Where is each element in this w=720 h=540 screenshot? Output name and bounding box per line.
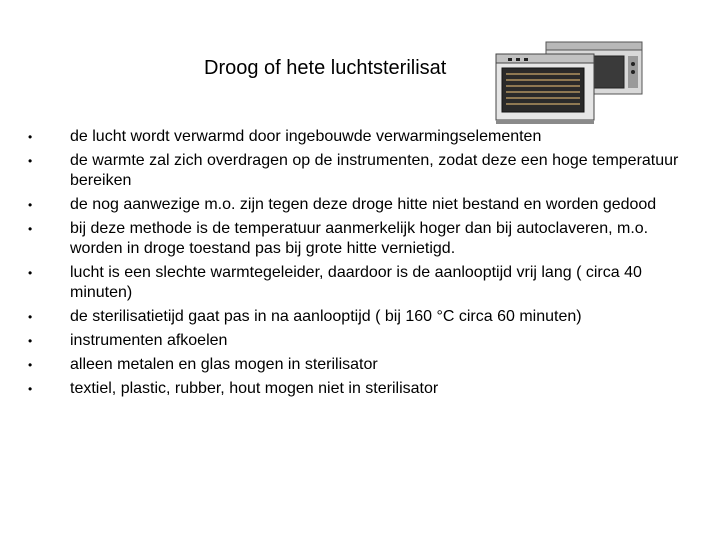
slide-title: Droog of hete luchtsterilisat: [204, 57, 447, 79]
bullet-list: [28, 127, 688, 403]
list-item: [28, 379, 688, 399]
bullet-icon: •: [28, 222, 33, 236]
bullet-text: de nog aanwezige m.o. zijn tegen deze droge hitte niet bestand en worden gedood: [70, 196, 657, 213]
bullet-icon: •: [28, 382, 33, 396]
bullet-text: instrumenten afkoelen: [70, 332, 228, 349]
bullet-text: de lucht wordt verwarmd door ingebouwde verwarmingselementen: [70, 128, 542, 145]
list-item: [28, 263, 688, 303]
bullet-icon: •: [28, 310, 33, 324]
list-item: [28, 331, 688, 351]
list-item: [28, 127, 688, 147]
bullet-icon: •: [28, 198, 33, 212]
bullet-text: lucht is een slechte warmtegeleider, daardoor is de aanlooptijd vrij lang ( circa 40 minuten): [70, 264, 642, 301]
list-item: [28, 195, 688, 215]
bullet-icon: •: [28, 334, 33, 348]
list-item: [28, 151, 688, 191]
bullet-icon: •: [28, 266, 33, 280]
list-item: [28, 355, 688, 375]
bullet-text: bij deze methode is de temperatuur aanmerkelijk hoger dan bij autoclaveren, m.o. worden in droge toestand pas bij grote hitte vernietigd.: [70, 220, 649, 257]
list-item: [28, 307, 688, 327]
bullet-text: de warmte zal zich overdragen op de instrumenten, zodat deze een hoge temperatuur bereiken: [70, 152, 679, 189]
bullet-text: de sterilisatietijd gaat pas in na aanlooptijd ( bij 160 °C circa 60 minuten): [70, 308, 582, 325]
bullet-icon: •: [28, 358, 33, 372]
oven-illustration: [494, 40, 646, 128]
list-item: [28, 219, 688, 259]
bullet-text: textiel, plastic, rubber, hout mogen niet in sterilisator: [70, 380, 439, 397]
bullet-icon: •: [28, 154, 33, 168]
bullet-icon: •: [28, 130, 33, 144]
bullet-text: alleen metalen en glas mogen in sterilisator: [70, 356, 378, 373]
sterilizer-oven-image: [494, 40, 646, 128]
